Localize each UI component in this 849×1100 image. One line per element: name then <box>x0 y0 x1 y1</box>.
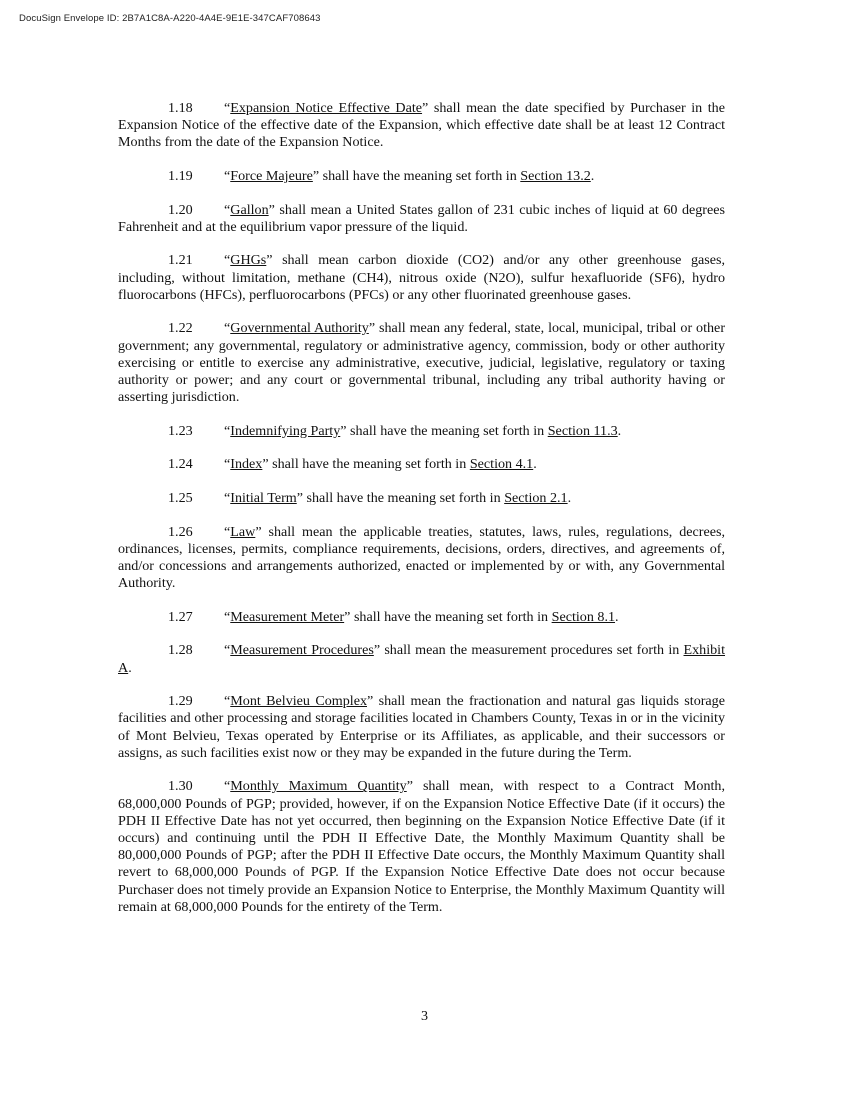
definition-end: . <box>128 659 132 676</box>
section-reference: Section 13.2 <box>520 168 591 184</box>
definition-end: . <box>615 608 619 625</box>
definition-1-23: 1.23 “Indemnifying Party” shall have the meaning set forth in Section 11.3. <box>168 422 622 439</box>
section-number: 1.30 <box>168 778 193 795</box>
defined-term: Expansion Notice Effective Date <box>230 100 423 116</box>
definition-text: shall mean the date specified by Purchaser in the Expansion Notice of the effective date of the Expansion, which effective date shall be at least 12 Contract Months from the date of the Expansion Notice. <box>118 100 725 151</box>
definition-end: . <box>617 422 622 439</box>
defined-term: Governmental Authority <box>230 320 369 337</box>
definition-text: shall mean the measurement procedures set forth in <box>380 642 684 659</box>
section-number: 1.25 <box>168 489 193 506</box>
definition-1-28: 1.28 “Measurement Procedures” shall mean the measurement procedures set forth in Exhibit A. <box>118 642 726 676</box>
section-number: 1.22 <box>168 320 193 337</box>
section-number: 1.27 <box>168 608 193 625</box>
section-number: 1.21 <box>168 252 193 269</box>
section-reference: Section 8.1 <box>551 608 616 625</box>
docusign-envelope-id: DocuSign Envelope ID: 2B7A1C8A-A220-4A4E-9E1E-347CAF708643 <box>19 13 321 24</box>
section-number: 1.28 <box>168 642 193 659</box>
section-number: 1.20 <box>168 201 193 218</box>
definition-text: shall mean the fractionation and natural gas liquids storage facilities and other processing and storage facilities located in Chambers County, Texas in or in the vicinity of Mont Belvieu, Texas operated by Enterprise or its Affiliates, as applicable, and their successors or assigns, as such facilities exist now or they may be expanded in the future during the Term. <box>118 693 725 761</box>
definition-1-25: 1.25 “Initial Term” shall have the meaning set forth in Section 2.1. <box>168 489 572 506</box>
definition-1-27: 1.27 “Measurement Meter” shall have the meaning set forth in Section 8.1. <box>168 608 619 625</box>
section-number: 1.18 <box>168 100 193 116</box>
definition-text: shall mean carbon dioxide (CO2) and/or any other greenhouse gases, including, without limitation, methane (CH4), nitrous oxide (N2O), sulfur hexafluoride (SF6), hydro fluorocarbons (HFCs), perfluorocarbons (PFCs) or any other fluorinated greenhouse gases. <box>118 252 725 303</box>
definition-1-19: 1.19 “Force Majeure” shall have the meaning set forth in Section 13.2. <box>168 168 595 184</box>
defined-term: Measurement Meter <box>230 608 345 625</box>
defined-term: Mont Belvieu Complex <box>230 693 367 710</box>
defined-term: GHGs <box>230 252 267 269</box>
definition-text: shall mean a United States gallon of 231 cubic inches of liquid at 60 degrees Fahrenheit and at the equilibrium vapor pressure of the liquid. <box>118 201 725 235</box>
definition-text: shall have the meaning set forth in <box>350 608 552 625</box>
definition-1-29: 1.29 “Mont Belvieu Complex” shall mean the fractionation and natural gas liquids storage facilities and other processing and storage facilities located in Chambers County, Texas in or in the vicinity of Mont Belvieu, Texas operated by Enterprise or its Affiliates, as applicable, and their successors or assigns, as such facilities exist now or they may be expanded in the future during the Term. <box>118 693 725 761</box>
defined-term: Initial Term <box>230 489 297 506</box>
definitions-list <box>118 100 725 932</box>
definition-1-22: 1.22 “Governmental Authority” shall mean any federal, state, local, municipal, tribal or other government; any governmental, regulatory or administrative agency, commission, body or other authority exercising or entitle to exercise any administrative, executive, judicial, legislative, regulatory or taxing authority or power; and any court or governmental tribunal, including any tribal authority having or asserting jurisdiction. <box>118 320 726 406</box>
section-number: 1.24 <box>168 456 193 473</box>
defined-term: Indemnifying Party <box>230 422 341 439</box>
defined-term: Gallon <box>230 201 269 218</box>
definition-text: shall have the meaning set forth in <box>319 168 521 184</box>
definition-1-20: 1.20 “Gallon” shall mean a United States gallon of 231 cubic inches of liquid at 60 degrees Fahrenheit and at the equilibrium vapor pressure of the liquid. <box>118 201 725 235</box>
section-reference: Section 4.1 <box>469 456 534 473</box>
page-number: 3 <box>420 1008 429 1024</box>
section-reference: Section 11.3 <box>547 422 618 439</box>
definition-1-21: 1.21 “GHGs” shall mean carbon dioxide (CO2) and/or any other greenhouse gases, including, without limitation, methane (CH4), nitrous oxide (N2O), sulfur hexafluoride (SF6), hydro fluorocarbons (HFCs), perfluorocarbons (PFCs) or any other fluorinated greenhouse gases. <box>118 252 725 303</box>
section-number: 1.19 <box>168 168 193 184</box>
section-number: 1.29 <box>168 693 193 710</box>
definition-1-18: 1.18 “Expansion Notice Effective Date” shall mean the date specified by Purchaser in the Expansion Notice of the effective date of the Expansion, which effective date shall be at least 12 Contract Months from the date of the Expansion Notice. <box>118 100 725 151</box>
definition-1-26: 1.26 “Law” shall mean the applicable treaties, statutes, laws, rules, regulations, decrees, ordinances, licenses, permits, compliance requirements, decisions, orders, directives, and agreements of, and/or concessions and arrangements authorized, enacted or implemented by or with, any Governmental Authority. <box>118 523 725 592</box>
definition-end: . <box>567 489 572 506</box>
defined-term: Monthly Maximum Quantity <box>230 778 407 795</box>
definition-text: shall have the meaning set forth in <box>346 422 548 439</box>
defined-term: Force Majeure <box>230 168 313 184</box>
definition-text: shall mean the applicable treaties, statutes, laws, rules, regulations, decrees, ordinances, licenses, permits, compliance requirements, decisions, orders, directives, and agreements of, and/or concessions and arrangements authorized, enacted or implemented by or with, any Governmental Authority. <box>118 523 725 592</box>
definition-text: shall mean, with respect to a Contract Month, 68,000,000 Pounds of PGP; provided, however, if on the Expansion Notice Effective Date (if it occurs) the PDH II Effective Date has not yet occurred, then beginning on the Expansion Notice Effective Date (if it occurs) and continuing until the PDH II Effective Date, the Monthly Maximum Quantity shall be 80,000,000 Pounds of PGP; after the PDH II Effective Date occurs, the Monthly Maximum Quantity shall revert to 68,000,000 Pounds of PGP. If the Expansion Notice Effective Date does not occur because Purchaser does not timely provide an Expansion Notice to Enterprise, the Monthly Maximum Quantity will remain at 68,000,000 Pounds for the entirety of the Term. <box>118 778 725 915</box>
definition-text: shall have the meaning set forth in <box>303 489 505 506</box>
section-reference: Exhibit A <box>118 642 726 676</box>
defined-term: Measurement Procedures <box>230 642 374 659</box>
definition-1-30: 1.30 “Monthly Maximum Quantity” shall mean, with respect to a Contract Month, 68,000,000 Pounds of PGP; provided, however, if on the Expansion Notice Effective Date (if it occurs) the PDH II Effective Date has not yet occurred, then beginning on the Expansion Notice Effective Date (if it occurs) and continuing until the PDH II Effective Date, the Monthly Maximum Quantity shall be 80,000,000 Pounds of PGP; after the PDH II Effective Date occurs, the Monthly Maximum Quantity shall revert to 68,000,000 Pounds of PGP. If the Expansion Notice Effective Date does not occur because Purchaser does not timely provide an Expansion Notice to Enterprise, the Monthly Maximum Quantity will remain at 68,000,000 Pounds for the entirety of the Term. <box>118 778 725 915</box>
defined-term: Law <box>230 523 256 540</box>
section-reference: Section 2.1 <box>504 489 568 506</box>
definition-1-24: 1.24 “Index” shall have the meaning set forth in Section 4.1. <box>168 456 537 473</box>
section-number: 1.23 <box>168 422 193 439</box>
section-number: 1.26 <box>168 523 193 540</box>
definition-end: . <box>590 168 595 184</box>
defined-term: Index <box>230 456 263 473</box>
definition-text: shall mean any federal, state, local, municipal, tribal or other government; any governmental, regulatory or administrative agency, commission, body or other authority exercising or entitle to exercise any administrative, executive, judicial, legislative, regulatory or taxing authority or power; and any court or governmental tribunal, including any tribal authority having or asserting jurisdiction. <box>118 320 726 406</box>
definition-end: . <box>533 456 537 473</box>
definition-text: shall have the meaning set forth in <box>268 456 470 473</box>
